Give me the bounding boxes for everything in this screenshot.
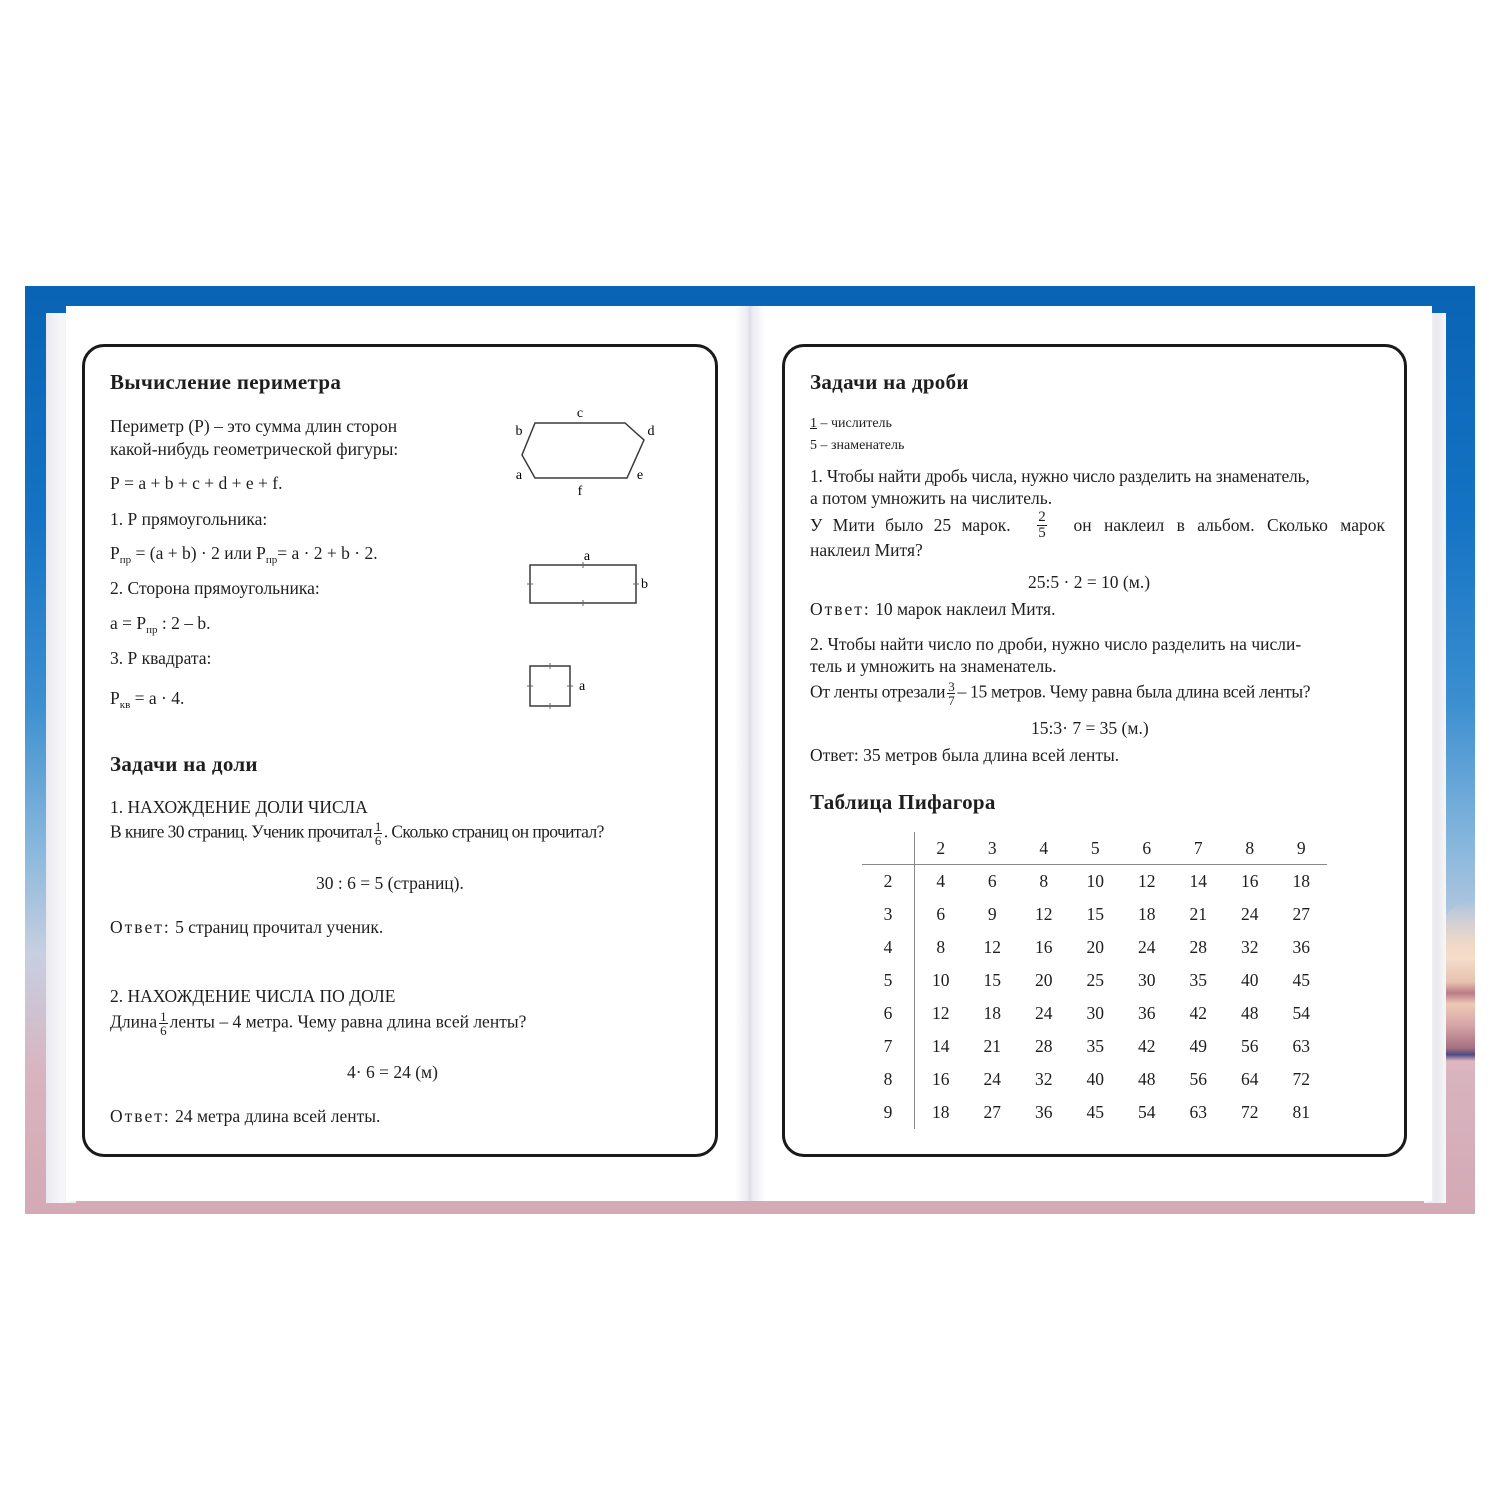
table-cell: 54	[1292, 1003, 1310, 1023]
fraction-task2-text	[810, 680, 1310, 707]
task-text: – 15 метров. Чему равна была длина всей ленты?	[957, 681, 1311, 702]
task-text: В книге 30 страниц. Ученик прочитал	[110, 821, 372, 842]
column-header: 3	[967, 832, 1019, 865]
fraction-task2-answer: Ответ: 35 метров была длина всей ленты.	[810, 745, 1120, 765]
formula-part: = a · 4.	[130, 688, 185, 708]
hexagon-label-b: b	[515, 424, 523, 439]
fraction	[159, 1010, 168, 1037]
table-cell: 18	[1138, 904, 1156, 924]
table-cell: 63	[1292, 1036, 1310, 1056]
share-task1-text	[110, 820, 604, 847]
square-perimeter-formula	[110, 688, 184, 711]
table-cell: 12	[983, 937, 1001, 957]
table-cell: 6	[987, 871, 997, 891]
denominator-label: – знаменатель	[820, 438, 905, 453]
fraction-numerator: 2	[1038, 509, 1046, 525]
table-cell: 8	[936, 937, 946, 957]
hexagon-label-c: c	[576, 406, 584, 421]
task-text: У Мити было 25 марок.	[810, 515, 1011, 535]
table-cell: 56	[1189, 1069, 1207, 1089]
task-text: . Сколько страниц он прочитал?	[383, 821, 604, 842]
share-task1-solution: 30 : 6 = 5 (страниц).	[316, 873, 464, 893]
table-cell: 25	[1086, 970, 1104, 990]
fraction	[374, 820, 382, 847]
task-text: он наклеил в альбом. Сколько марок	[1073, 515, 1385, 535]
formula-subscript: кв	[119, 699, 131, 711]
table-row	[862, 1096, 1327, 1129]
table-cell: 30	[1138, 970, 1156, 990]
table-cell: 10	[932, 970, 950, 990]
hexagon-label-f: f	[577, 484, 583, 499]
row-header: 4	[862, 931, 915, 964]
pythagoras-title: Таблица Пифагора	[810, 790, 996, 814]
formula-part: = (a + b) · 2 или Р	[131, 543, 266, 563]
shares-title: Задачи на доли	[110, 752, 258, 776]
fraction-denominator: 7	[948, 693, 955, 708]
fraction-task1-answer	[810, 599, 1055, 620]
fraction-numerator: 1	[160, 1009, 167, 1024]
formula-part: = a · 2 + b · 2.	[277, 543, 378, 563]
row-header: 2	[862, 865, 915, 899]
table-cell: 28	[1035, 1036, 1053, 1056]
column-header: 8	[1224, 832, 1276, 865]
table-header-row	[862, 832, 1327, 865]
table-cell: 24	[1138, 937, 1156, 957]
table-cell: 45	[1292, 970, 1310, 990]
task-text: От ленты отрезали	[810, 681, 946, 702]
pythagoras-table	[862, 832, 1327, 1129]
table-cell: 24	[983, 1069, 1001, 1089]
formula-part: Р	[110, 688, 120, 708]
task-text: Длина	[110, 1011, 158, 1032]
table-cell: 15	[983, 970, 1001, 990]
square-label-a: a	[579, 679, 586, 694]
rectangle-side-formula	[110, 613, 211, 636]
formula-part: a = Р	[110, 613, 147, 633]
table-cell: 72	[1241, 1102, 1259, 1122]
book-spine	[735, 306, 765, 1201]
table-cell: 16	[1241, 871, 1259, 891]
table-cell: 30	[1086, 1003, 1104, 1023]
table-cell: 21	[1189, 904, 1207, 924]
square-perimeter-heading: 3. Р квадрата:	[110, 648, 212, 668]
fraction-rule1-line1: 1. Чтобы найти дробь числа, нужно число разделить на знаменатель,	[810, 466, 1310, 486]
row-header: 8	[862, 1063, 915, 1096]
fraction-task2-solution: 15:3· 7 = 35 (м.)	[1031, 718, 1149, 738]
fraction-denominator: 5	[1038, 525, 1046, 541]
rectangle-label-b: b	[641, 577, 648, 592]
table-cell: 35	[1189, 970, 1207, 990]
hexagon-label-e: e	[636, 468, 644, 483]
column-header: 6	[1121, 832, 1173, 865]
table-cell: 28	[1189, 937, 1207, 957]
table-row	[862, 1030, 1327, 1063]
formula-subscript: пр	[265, 554, 278, 566]
table-cell: 42	[1189, 1003, 1207, 1023]
table-cell: 32	[1241, 937, 1259, 957]
square-diagram	[510, 655, 610, 715]
table-cell: 14	[932, 1036, 950, 1056]
fraction-denominator: 6	[374, 833, 381, 848]
table-cell: 72	[1292, 1069, 1310, 1089]
table-cell: 56	[1241, 1036, 1259, 1056]
perimeter-intro-line2: какой-нибудь геометрической фигуры:	[110, 439, 399, 459]
table-row	[862, 997, 1327, 1030]
table-cell: 12	[1138, 871, 1156, 891]
formula-part: Р	[110, 543, 120, 563]
rectangle-shape	[530, 565, 636, 603]
row-header: 6	[862, 997, 915, 1030]
answer-label: Ответ:	[810, 599, 871, 619]
column-header: 9	[1276, 832, 1328, 865]
table-cell: 9	[987, 904, 997, 924]
table-cell: 81	[1292, 1102, 1310, 1122]
row-header: 5	[862, 964, 915, 997]
hexagon-shape	[522, 423, 644, 478]
numerator-value: 1	[810, 416, 817, 431]
table-cell: 12	[1035, 904, 1053, 924]
table-cell: 24	[1241, 904, 1259, 924]
table-cell: 36	[1292, 937, 1310, 957]
share-task2-text	[110, 1010, 526, 1037]
table-cell: 24	[1035, 1003, 1053, 1023]
column-header: 5	[1070, 832, 1122, 865]
fraction	[1037, 510, 1047, 541]
square-shape	[530, 666, 570, 706]
numerator-definition	[810, 416, 892, 432]
fraction-numerator: 1	[374, 819, 381, 834]
formula-part: : 2 – b.	[157, 613, 211, 633]
table-cell: 27	[1292, 904, 1310, 924]
table-cell: 18	[983, 1003, 1001, 1023]
table-cell: 15	[1086, 904, 1104, 924]
rectangle-perimeter-formula	[110, 543, 378, 566]
formula-subscript: пр	[119, 554, 132, 566]
table-cell: 36	[1138, 1003, 1156, 1023]
fraction-numerator: 3	[948, 679, 955, 694]
fraction	[947, 680, 955, 707]
hexagon-label-a: a	[515, 468, 523, 483]
table-cell: 36	[1035, 1102, 1053, 1122]
perimeter-title: Вычисление периметра	[110, 370, 342, 394]
share-task1-heading: 1. НАХОЖДЕНИЕ ДОЛИ ЧИСЛА	[110, 797, 368, 817]
share-task2-solution: 4· 6 = 24 (м)	[347, 1062, 438, 1082]
fraction-denominator: 6	[160, 1023, 167, 1038]
hexagon-diagram	[500, 400, 670, 500]
table-cell: 45	[1086, 1102, 1104, 1122]
column-header: 2	[915, 832, 967, 865]
denominator-value: 5	[810, 438, 817, 453]
share-task2-answer	[110, 1106, 380, 1127]
rectangle-label-a: a	[583, 549, 591, 564]
answer-text: 24 метра длина всей ленты.	[175, 1106, 381, 1126]
table-cell: 18	[1292, 871, 1310, 891]
denominator-definition	[810, 438, 904, 454]
table-cell: 21	[983, 1036, 1001, 1056]
hexagon-label-d: d	[647, 424, 655, 439]
table-row	[862, 1063, 1327, 1096]
table-cell: 16	[1035, 937, 1053, 957]
answer-text: 10 марок наклеил Митя.	[875, 599, 1056, 619]
table-cell: 14	[1189, 871, 1207, 891]
fraction-rule2-line1: 2. Чтобы найти число по дроби, нужно число разделить на числи-	[810, 634, 1302, 654]
fraction-task1-text-end: наклеил Митя?	[810, 540, 923, 560]
column-header: 4	[1018, 832, 1070, 865]
row-header: 3	[862, 898, 915, 931]
table-cell: 40	[1086, 1069, 1104, 1089]
table-row	[862, 931, 1327, 964]
answer-label: Ответ:	[110, 917, 171, 937]
table-cell: 16	[932, 1069, 950, 1089]
table-cell: 12	[932, 1003, 950, 1023]
task-text: ленты – 4 метра. Чему равна длина всей ленты?	[169, 1011, 527, 1032]
row-header: 9	[862, 1096, 915, 1129]
table-corner-cell	[862, 832, 915, 865]
row-header: 7	[862, 1030, 915, 1063]
table-cell: 54	[1138, 1102, 1156, 1122]
answer-label: Ответ:	[110, 1106, 171, 1126]
perimeter-formula: Р = a + b + c + d + e + f.	[110, 473, 283, 493]
formula-subscript: пр	[146, 624, 158, 636]
table-cell: 6	[936, 904, 946, 924]
table-cell: 42	[1138, 1036, 1156, 1056]
share-task1-answer	[110, 917, 383, 938]
table-cell: 48	[1241, 1003, 1259, 1023]
rectangle-diagram	[510, 540, 660, 620]
table-cell: 20	[1086, 937, 1104, 957]
table-cell: 35	[1086, 1036, 1104, 1056]
table-cell: 64	[1241, 1069, 1259, 1089]
table-cell: 8	[1039, 871, 1049, 891]
perimeter-intro-line1: Периметр (Р) – это сумма длин сторон	[110, 416, 398, 436]
table-row	[862, 964, 1327, 997]
fraction-task1-solution: 25:5 · 2 = 10 (м.)	[1028, 572, 1151, 592]
table-cell: 4	[936, 871, 946, 891]
table-row	[862, 898, 1327, 931]
rectangle-perimeter-heading: 1. Р прямоугольника:	[110, 509, 268, 529]
fraction-rule2-line2: тель и умножить на знаменатель.	[810, 656, 1057, 676]
fraction-task1-text	[810, 510, 1385, 541]
answer-text: 5 страниц прочитал ученик.	[170, 917, 384, 937]
fraction-rule1-line2: а потом умножить на числитель.	[810, 488, 1053, 508]
numerator-label: – числитель	[820, 416, 892, 431]
table-cell: 32	[1035, 1069, 1053, 1089]
rectangle-side-heading: 2. Сторона прямоугольника:	[110, 578, 320, 598]
table-cell: 48	[1138, 1069, 1156, 1089]
table-cell: 27	[983, 1102, 1001, 1122]
table-cell: 10	[1086, 871, 1104, 891]
table-cell: 49	[1189, 1036, 1207, 1056]
fractions-title: Задачи на дроби	[810, 370, 969, 394]
table-row	[862, 865, 1327, 899]
table-cell: 20	[1035, 970, 1053, 990]
table-cell: 18	[932, 1102, 950, 1122]
share-task2-heading: 2. НАХОЖДЕНИЕ ЧИСЛА ПО ДОЛЕ	[110, 986, 396, 1006]
column-header: 7	[1173, 832, 1225, 865]
table-cell: 40	[1241, 970, 1259, 990]
table-cell: 63	[1189, 1102, 1207, 1122]
